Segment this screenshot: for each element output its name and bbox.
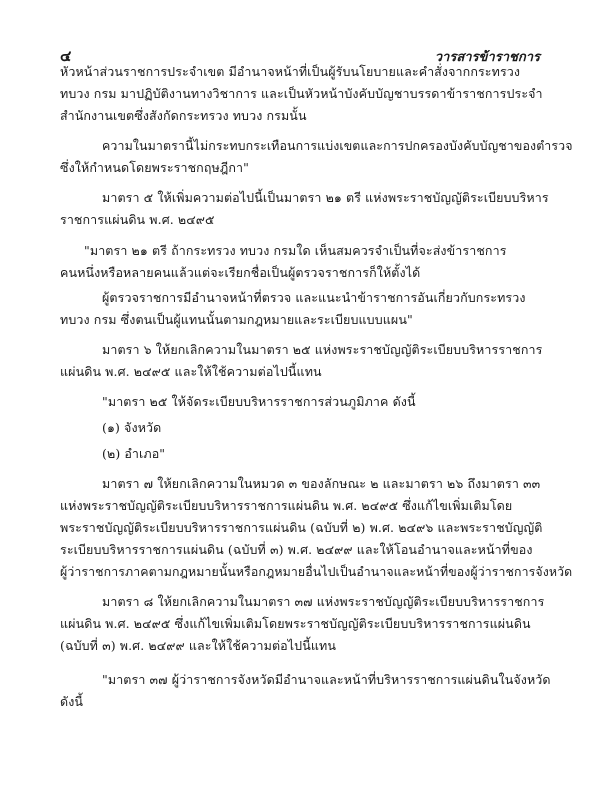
text-line: ทบวง กรม ซึ่งตนเป็นผู้แทนนั้นตามกฎหมายและระเบียบแบบแผน" bbox=[60, 312, 413, 327]
text-line: (๒) อำเภอ" bbox=[102, 446, 166, 461]
text-line: ผู้ตรวจราชการมีอำนาจหน้าที่ตรวจ และแนะนำข้าราชการอันเกี่ยวกับกระทรวง bbox=[102, 290, 526, 305]
text-line: พระราชบัญญัติระเบียบบริหารราชการแผ่นดิน (ฉบับที่ ๒) พ.ศ. ๒๔๙๖ และพระราชบัญญัติ bbox=[60, 520, 543, 535]
text-line: "มาตรา ๒๕ ให้จัดระเบียบบริหารราชการส่วนภูมิภาค ดังนี้ bbox=[102, 394, 416, 409]
text-line: คนหนึ่งหรือหลายคนแล้วแต่จะเรียกชื่อเป็นผู้ตรวจราชการก็ให้ตั้งได้ bbox=[60, 265, 421, 280]
page-number: ๔ bbox=[60, 47, 72, 65]
text-line: ดังนี้ bbox=[60, 694, 84, 709]
text-line: ความในมาตรานี้ไม่กระทบกระเทือนการแบ่งเขตและการปกครองบังคับบัญชาของตำรวจ bbox=[102, 138, 573, 153]
text-line: หัวหน้าส่วนราชการประจำเขต มีอำนาจหน้าที่เป็นผู้รับนโยบายและคำสั่งจากกระทรวง bbox=[60, 64, 521, 79]
text-line: (๑) จังหวัด bbox=[102, 420, 162, 435]
text-line: มาตรา ๕ ให้เพิ่มความต่อไปนี้เป็นมาตรา ๒๑ ตรี แห่งพระราชบัญญัติระเบียบบริหาร bbox=[102, 190, 549, 205]
text-line: ผู้ว่าราชการภาคตามกฎหมายนั้นหรือกฎหมายอื่นไปเป็นอำนาจและหน้าที่ของผู้ว่าราชการจังหวัด bbox=[60, 564, 573, 579]
text-line: ซึ่งให้กำหนดโดยพระราชกฤษฎีกา" bbox=[60, 160, 249, 175]
text-line: (ฉบับที่ ๓) พ.ศ. ๒๔๙๙ และให้ใช้ความต่อไปนี้แทน bbox=[60, 638, 336, 653]
text-line: สำนักงานเขตซึ่งสังกัดกระทรวง ทบวง กรมนั้น bbox=[60, 108, 307, 123]
text-line: "มาตรา ๒๑ ตรี ถ้ากระทรวง ทบวง กรมใด เห็นสมควรจำเป็นที่จะส่งข้าราชการ bbox=[84, 243, 507, 258]
text-line: มาตรา ๖ ให้ยกเลิกความในมาตรา ๒๕ แห่งพระราชบัญญัติระเบียบบริหารราชการ bbox=[102, 342, 543, 357]
text-line: มาตรา ๘ ให้ยกเลิกความในมาตรา ๓๗ แห่งพระราชบัญญัติระเบียบบริหารราชการ bbox=[102, 594, 545, 609]
text-line: ราชการแผ่นดิน พ.ศ. ๒๔๙๕ bbox=[60, 212, 215, 227]
text-line: ระเบียบบริหารราชการแผ่นดิน (ฉบับที่ ๓) พ.ศ. ๒๔๙๙ และให้โอนอำนาจและหน้าที่ของ bbox=[60, 542, 533, 557]
text-line: แห่งพระราชบัญญัติระเบียบบริหารราชการแผ่นดิน พ.ศ. ๒๔๙๕ ซึ่งแก้ไขเพิ่มเติมโดย bbox=[60, 498, 513, 513]
text-line: ทบวง กรม มาปฏิบัติงานทางวิชาการ และเป็นหัวหน้าบังคับบัญชาบรรดาข้าราชการประจำ bbox=[60, 86, 543, 101]
text-line: มาตรา ๗ ให้ยกเลิกความในหมวด ๓ ของลักษณะ ๒ และมาตรา ๒๖ ถึงมาตรา ๓๓ bbox=[102, 476, 541, 491]
journal-title: วารสารข้าราชการ bbox=[434, 50, 540, 65]
text-line: แผ่นดิน พ.ศ. ๒๔๙๕ และให้ใช้ความต่อไปนี้แทน bbox=[60, 364, 322, 379]
text-line: แผ่นดิน พ.ศ. ๒๔๙๕ ซึ่งแก้ไขเพิ่มเติมโดยพระราชบัญญัติระเบียบบริหารราชการแผ่นดิน bbox=[60, 616, 531, 631]
text-line: "มาตรา ๓๗ ผู้ว่าราชการจังหวัดมีอำนาจและหน้าที่บริหารราชการแผ่นดินในจังหวัด bbox=[102, 672, 551, 687]
